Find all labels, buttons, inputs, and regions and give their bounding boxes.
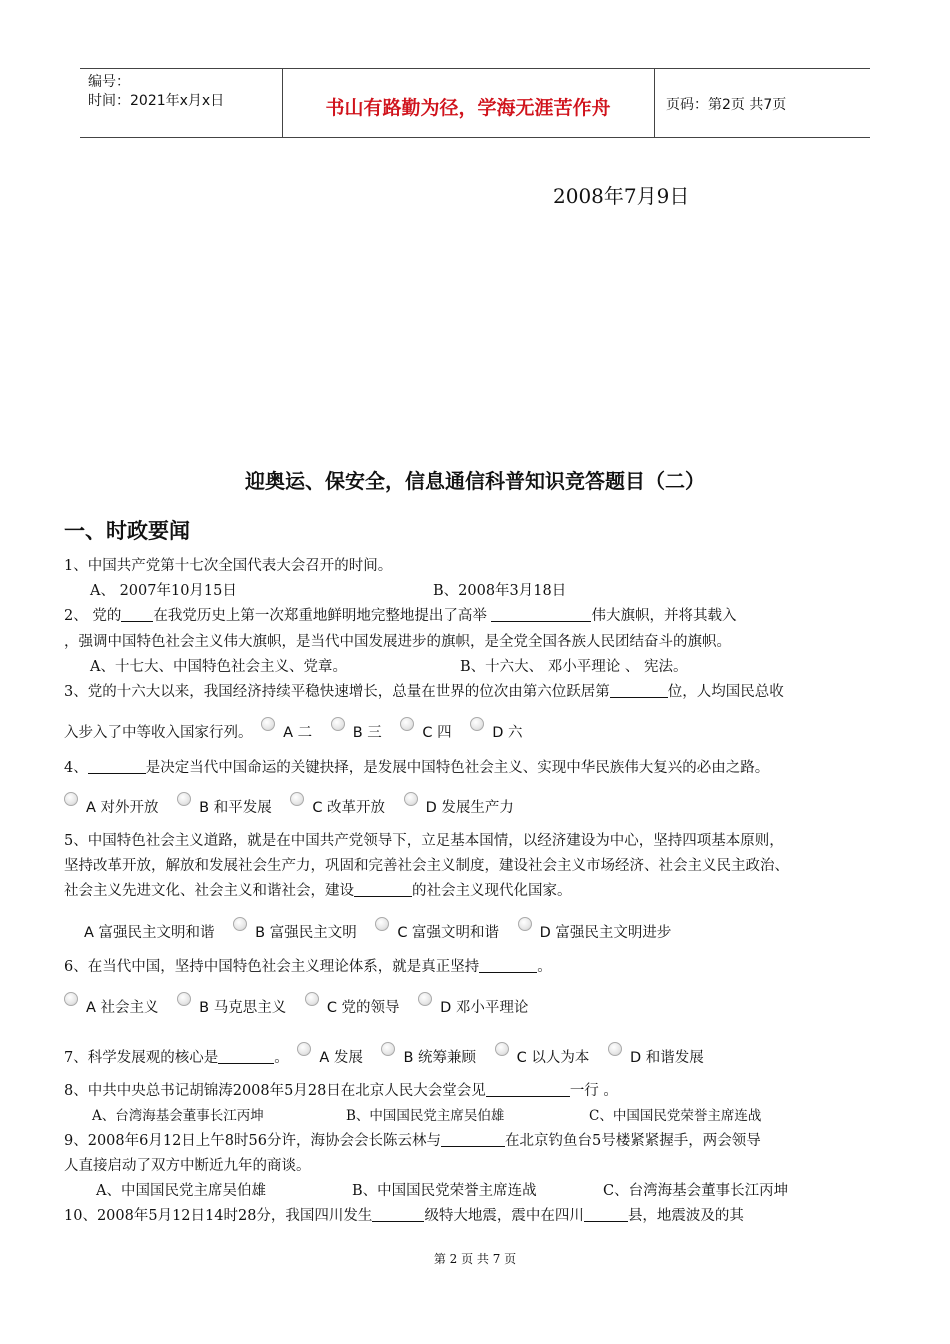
q6-option-d: D 邓小平理论 <box>440 1000 529 1016</box>
radio-button[interactable] <box>305 992 319 1006</box>
answer-blank <box>610 683 668 698</box>
q6-text: 6、在当代中国，坚持中国特色社会主义理论体系，就是真正坚持 <box>64 959 480 975</box>
answer-blank <box>354 882 412 897</box>
question-9 <box>64 1129 761 1150</box>
q9-option-c: C、台湾海基会董事长江丙坤 <box>603 1183 789 1199</box>
q4-text: 是决定当代中国命运的关键抉择，是发展中国特色社会主义、实现中华民族伟大复兴的必由之路。 <box>145 760 770 776</box>
q6-options <box>60 992 538 1017</box>
radio-button[interactable] <box>177 992 191 1006</box>
q5-text: 的社会主义现代化国家。 <box>412 883 572 899</box>
answer-blank <box>479 958 537 973</box>
q2-text: 在我党历史上第一次郑重地鲜明地完整地提出了高举 <box>153 608 492 624</box>
radio-button[interactable] <box>495 1042 509 1056</box>
question-10 <box>64 1204 744 1225</box>
answer-blank <box>372 1207 424 1222</box>
radio-button[interactable] <box>400 717 414 731</box>
q5-continuation: 坚持改革开放，解放和发展社会生产力，巩固和完善社会主义制度，建设社会主义市场经济、社会主义民主政治、 <box>64 858 789 874</box>
q3-continuation <box>64 717 533 742</box>
radio-button[interactable] <box>381 1042 395 1056</box>
question-3 <box>64 680 784 701</box>
q6-option-a: A 社会主义 <box>86 1000 159 1016</box>
answer-blank <box>218 1049 274 1064</box>
q7-text: 。 <box>274 1050 289 1066</box>
radio-button[interactable] <box>518 917 532 931</box>
document-header <box>80 68 870 138</box>
q5-option-c: C 富强文明和谐 <box>397 925 500 941</box>
q5-option-d: D 富强民主文明进步 <box>539 925 672 941</box>
header-motto: 书山有路勤为径，学海无涯苦作舟 <box>325 97 611 119</box>
q9-option-a: A、中国国民党主席吴伯雄 <box>96 1183 266 1199</box>
header-divider <box>654 69 655 137</box>
q8-text: 8、中共中央总书记胡锦涛2008年5月28日在北京人民大会堂会见 <box>64 1083 486 1099</box>
radio-button[interactable] <box>290 792 304 806</box>
q9-text: 在北京钓鱼台5号楼紧紧握手，两会领导 <box>504 1133 761 1149</box>
question-1: 1、中国共产党第十七次全国代表大会召开的时间。 <box>64 558 393 574</box>
q5-text: 社会主义先进文化、社会主义和谐社会，建设 <box>64 883 354 899</box>
q7-option-c: C 以人为本 <box>516 1050 590 1066</box>
question-2 <box>64 604 736 625</box>
q9-continuation: 人直接启动了双方中断近九年的商谈。 <box>64 1158 311 1174</box>
q4-options <box>60 792 524 817</box>
q8-text: 一行 。 <box>569 1083 618 1099</box>
q2-continuation: ，强调中国特色社会主义伟大旗帜，是当代中国发展进步的旗帜，是全党全国各族人民团结奋斗的旗帜。 <box>64 634 731 650</box>
q4-option-d: D 发展生产力 <box>425 800 514 816</box>
q2-option-a: A、十七大、中国特色社会主义、党章。 <box>90 659 347 675</box>
q4-option-c: C 改革开放 <box>312 800 386 816</box>
q10-text: 县，地震波及的其 <box>627 1208 744 1224</box>
q3-text: 入步入了中等收入国家行列。 <box>64 725 253 741</box>
q6-option-b: B 马克思主义 <box>199 1000 287 1016</box>
q6-text: 。 <box>537 959 552 975</box>
q2-option-b: B、十六大、 邓小平理论 、 宪法。 <box>460 659 688 675</box>
q4-option-a: A 对外开放 <box>86 800 159 816</box>
q3-option-c: C 四 <box>422 725 452 741</box>
q9-text: 9、2008年6月12日上午8时56分许，海协会会长陈云林与 <box>64 1133 441 1149</box>
q8-option-c: C、中国国民党荣誉主席连战 <box>589 1108 762 1124</box>
q5-continuation <box>64 879 572 900</box>
q3-option-d: D 六 <box>492 725 523 741</box>
answer-blank <box>491 607 591 622</box>
header-meta <box>88 73 224 111</box>
q8-option-a: A、台湾海基会董事长江丙坤 <box>92 1108 264 1124</box>
q5-options <box>84 917 681 942</box>
q3-option-b: B 三 <box>352 725 382 741</box>
q3-text: 位，人均国民总收 <box>667 684 784 700</box>
radio-button[interactable] <box>177 792 191 806</box>
radio-button[interactable] <box>297 1042 311 1056</box>
radio-button[interactable] <box>608 1042 622 1056</box>
radio-button[interactable] <box>64 992 78 1006</box>
document-title: 迎奥运、保安全，信息通信科普知识竞答题目（二） <box>245 469 705 493</box>
radio-button[interactable] <box>261 717 275 731</box>
document-date: 2008年7月9日 <box>553 184 690 208</box>
question-7 <box>64 1042 714 1067</box>
radio-button[interactable] <box>404 792 418 806</box>
answer-blank <box>121 607 153 622</box>
q5-option-a: A 富强民主文明和谐 <box>84 925 215 941</box>
q10-text: 级特大地震，震中在四川 <box>424 1208 584 1224</box>
radio-button[interactable] <box>331 717 345 731</box>
q4-text: 4、 <box>64 760 88 776</box>
q5-option-b: B 富强民主文明 <box>255 925 357 941</box>
time-label: 时间：2021年x月x日 <box>88 93 225 109</box>
question-8 <box>64 1079 618 1100</box>
q7-option-d: D 和谐发展 <box>630 1050 704 1066</box>
question-6 <box>64 955 552 976</box>
q3-text: 3、党的十六大以来，我国经济持续平稳快速增长，总量在世界的位次由第六位跃居第 <box>64 684 610 700</box>
page-footer: 第 2 页 共 7 页 <box>433 1252 517 1266</box>
q9-option-b: B、中国国民党荣誉主席连战 <box>352 1183 537 1199</box>
answer-blank <box>486 1082 570 1097</box>
q4-option-b: B 和平发展 <box>199 800 272 816</box>
q2-text: 伟大旗帜，并将其载入 <box>591 608 737 624</box>
question-4 <box>64 756 769 777</box>
q1-option-b: B、2008年3月18日 <box>433 583 567 599</box>
q3-option-a: A 二 <box>283 725 313 741</box>
number-label: 编号： <box>88 74 130 90</box>
radio-button[interactable] <box>64 792 78 806</box>
answer-blank <box>441 1132 505 1147</box>
section-heading: 一、时政要闻 <box>64 518 190 543</box>
question-5: 5、中国特色社会主义道路，就是在中国共产党领导下，立足基本国情，以经济建设为中心，坚持四项基本原则， <box>64 833 784 849</box>
q2-text: 2、 党的 <box>64 608 122 624</box>
radio-button[interactable] <box>470 717 484 731</box>
q1-option-a: A、 2007年10月15日 <box>90 583 237 599</box>
answer-blank <box>88 759 146 774</box>
radio-button[interactable] <box>233 917 247 931</box>
q7-text: 7、科学发展观的核心是 <box>64 1050 219 1066</box>
radio-button[interactable] <box>375 917 389 931</box>
answer-blank <box>584 1207 628 1222</box>
q8-option-b: B、中国国民党主席吴伯雄 <box>346 1108 505 1124</box>
header-page-info: 页码：第2页 共7页 <box>666 97 787 113</box>
q7-option-b: B 统筹兼顾 <box>403 1050 477 1066</box>
q7-option-a: A 发展 <box>319 1050 363 1066</box>
radio-button[interactable] <box>418 992 432 1006</box>
q6-option-c: C 党的领导 <box>326 1000 400 1016</box>
q10-text: 10、2008年5月12日14时28分，我国四川发生 <box>64 1208 373 1224</box>
